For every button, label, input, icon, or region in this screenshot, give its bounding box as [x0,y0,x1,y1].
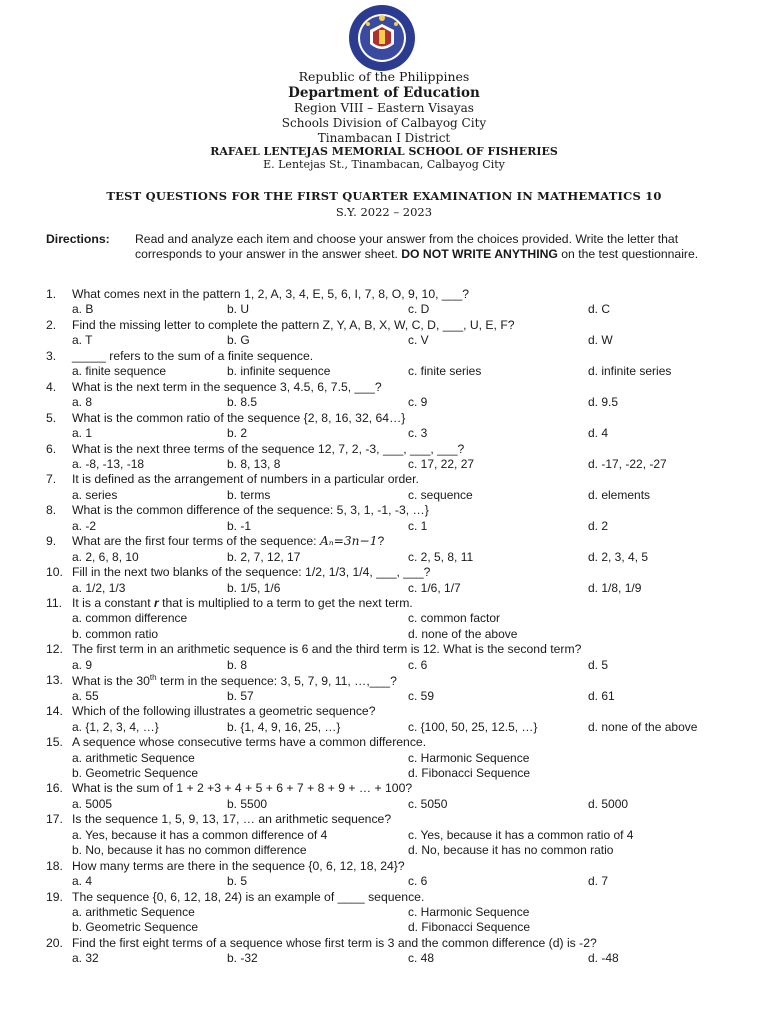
question-text [72,936,597,950]
question-text-main: _____ refers to the sum of a finite sequence. [72,348,314,363]
question-number: 20. [46,935,63,950]
answer-choice: b. infinite sequence [227,364,331,379]
answer-choice: a. {1, 2, 3, 4, …} [72,719,159,734]
answer-choice: a. series [72,487,118,502]
division-line: Schools Division of Calbayog City [281,116,487,130]
answer-choice: b. 5500 [227,796,268,811]
answer-choice: c. V [408,333,429,348]
answer-choice: a. 1 [72,426,93,441]
question-text [72,503,429,517]
answer-choice: c. Yes, because it has a common ratio of 4 [408,827,634,842]
answer-choice: a. B [72,302,94,317]
question-number: 10. [46,565,63,580]
question-text [72,380,382,394]
deped-seal-icon [348,4,416,72]
answer-choice: a. arithmetic Sequence [72,905,195,919]
answer-choice: c. 3 [408,426,428,441]
question-number: 9. [46,534,57,549]
answer-choice: b. No, because it has no common difference [72,843,307,858]
answer-choice: d. W [588,333,613,348]
answer-choice: a. 9 [72,657,93,672]
answer-choice: b. {1, 4, 9, 16, 25, …} [227,719,341,734]
answer-choice: c. finite series [408,364,482,379]
answer-choice: a. common difference [72,611,188,626]
answer-choice: b. 5 [227,874,248,889]
question-text-main: Is the sequence 1, 5, 9, 13, 17, … an arithmetic sequence? [72,812,392,827]
answer-choice: d. none of the above [408,626,518,641]
answer-choice: c. 17, 22, 27 [408,456,475,471]
question-number: 4. [46,379,57,394]
district-line: Tinambacan I District [317,131,451,145]
question-text-main: Find the missing letter to complete the pattern Z, Y, A, B, X, W, C, D, ___, U, E, F? [72,317,515,332]
answer-choice: a. arithmetic Sequence [72,750,195,765]
question-text-main: What are the first four terms of the sequence: [72,534,317,549]
question-text [72,349,313,363]
question-text [72,318,515,332]
question-number: 16. [46,781,63,796]
answer-choice: b. 57 [227,688,254,703]
answer-choice: c. 6 [408,874,428,889]
answer-choice: a. -2 [72,518,97,533]
answer-choice: b. common ratio [72,626,159,641]
question-number: 5. [46,410,57,425]
answer-choice: a. 1/2, 1/3 [72,580,126,595]
answer-choice: d. 2, 3, 4, 5 [588,549,649,564]
question-text-main: What is the next three terms of the sequence 12, 7, 2, -3, ___, ___, ___? [72,441,465,456]
question-text [72,472,419,486]
answer-choice: b. 2 [227,426,248,441]
question-text [72,859,405,873]
answer-choice: d. 9.5 [588,395,619,410]
question-number: 15. [46,735,63,750]
answer-choice: c. Harmonic Sequence [408,750,530,765]
answer-choice: c. 2, 5, 8, 11 [408,549,474,564]
answer-choice: d. 61 [588,688,615,703]
question-text [72,287,469,301]
answer-choice: b. terms [227,487,271,502]
question-text-main: It is defined as the arrangement of numbers in a particular order. [72,472,419,487]
answer-choice: a. 55 [72,688,99,703]
question-text-main: A sequence whose consecutive terms have a common difference. [72,735,427,750]
question-text-main: Which of the following illustrates a geometric sequence? [72,704,376,719]
school-year: S.Y. 2022 – 2023 [335,205,433,219]
question-text [72,442,464,456]
question-text [72,565,430,579]
answer-choice: c. 6 [408,657,428,672]
answer-choice: c. 59 [408,688,435,703]
question-number: 14. [46,704,63,719]
answer-choice: a. 4 [72,874,93,889]
answer-choice: c. 5050 [408,796,448,811]
question-number: 8. [46,503,57,518]
answer-choice: b. 2, 7, 12, 17 [227,549,301,564]
question-text-part: What is the 30 [72,674,150,689]
answer-choice: d. 2 [588,518,609,533]
question-text-main: What is the common ratio of the sequence {2, 8, 16, 32, 64…} [72,410,406,425]
question-number: 13. [46,673,63,688]
answer-choice: d. -17, -22, -27 [588,456,667,471]
answer-choice: b. 8.5 [227,395,258,410]
question-number: 12. [46,642,63,657]
question-text-main: What comes next in the pattern 1, 2, A, 3, 4, E, 5, 6, I, 7, 8, O, 9, 10, ___? [72,287,469,301]
answer-choice: d. 7 [588,874,609,889]
question-number: 11. [46,596,63,610]
question-number: 7. [46,472,57,487]
question-text-main: What is the next term in the sequence 3, 4.5, 6, 7.5, ___? [72,379,382,394]
question-number: 17. [46,812,63,827]
question-text-main: that is multiplied to a term to get the next term. [162,596,413,610]
answer-choice: d. C [588,302,611,317]
question-text-part: It is a constant [72,596,151,610]
answer-choice: a. Yes, because it has a common difference of 4 [72,827,328,842]
answer-choice: b. 8 [227,657,248,672]
department-line: Department of Education [288,85,480,101]
question-text [72,812,391,826]
answer-choice: c. 1/6, 1/7 [408,580,461,595]
directions-emphasis: DO NOT WRITE ANYTHING [401,247,558,261]
answer-choice: a. 2, 6, 8, 10 [72,549,139,564]
answer-choice: b. 1/5, 1/6 [227,580,281,595]
question-text [72,781,412,795]
directions-tail: on the test questionnaire. [561,247,699,261]
answer-choice: a. 32 [72,951,99,966]
question-text-after: ? [377,534,385,549]
answer-choice: c. common factor [408,611,501,626]
answer-choice: b. -32 [227,951,258,966]
answer-choice: c. 9 [408,395,428,410]
answer-choice: a. 8 [72,395,93,410]
question-formula: Aₙ=3n−1 [319,534,378,549]
answer-choice: b. G [227,333,250,348]
answer-choice: c. 1 [408,518,428,533]
answer-choice: c. Harmonic Sequence [408,905,530,919]
question-text [72,642,581,656]
question-number: 18. [46,858,63,873]
answer-choice: c. 48 [408,951,435,966]
question-text-main: The first term in an arithmetic sequence is 6 and the third term is 12. What is the second term? [72,642,582,657]
question-text [72,735,426,749]
directions-text [135,232,727,262]
question-text [72,534,384,548]
answer-choice: a. 5005 [72,796,113,811]
answer-choice: b. U [227,302,250,317]
answer-choice: b. -1 [227,518,252,533]
question-variable-r: r [153,596,159,610]
region-line: Region VIII – Eastern Visayas [294,101,474,115]
question-text-main: Fill in the next two blanks of the sequence: 1/2, 1/3, 1/4, ___, ___? [72,565,431,580]
answer-choice: d. Fibonacci Sequence [408,920,531,935]
question-number: 6. [46,441,57,456]
answer-choice: a. T [72,333,93,348]
answer-choice: b. Geometric Sequence [72,765,199,780]
question-text-main: The sequence {0, 6, 12, 18, 24) is an example of ____ sequence. [72,889,425,904]
answer-choice: d. 1/8, 1/9 [588,580,642,595]
exam-title: TEST QUESTIONS FOR THE FIRST QUARTER EXAMINATION IN MATHEMATICS 10 [106,189,662,203]
question-superscript: th [149,673,157,683]
republic-line: Republic of the Philippines [298,69,470,84]
answer-choice: d. 4 [588,426,609,441]
answer-choice: c. D [408,302,430,317]
directions-label: Directions: [46,232,110,246]
question-number: 2. [46,317,57,332]
answer-choice: c. sequence [408,487,473,502]
question-number: 19. [46,889,63,904]
answer-choice: d. infinite series [588,364,672,379]
answer-choice: a. finite sequence [72,364,167,379]
answer-choice: a. -8, -13, -18 [72,456,145,471]
answer-choice: d. 5000 [588,796,629,811]
answer-choice: b. Geometric Sequence [72,920,199,935]
question-number: 1. [46,287,57,301]
directions-body: Read and analyze each item and choose your answer from the choices provided. Write the letter that corresponds to your answer in the answer sheet. [135,232,679,261]
question-text-main: term in the sequence: 3, 5, 7, 9, 11, …,___? [159,674,397,689]
answer-choice: d. No, because it has no common ratio [408,843,614,858]
question-text [72,704,376,718]
question-text-main: How many terms are there in the sequence {0, 6, 12, 18, 24}? [72,858,405,873]
question-text [72,411,405,425]
school-name: RAFAEL LENTEJAS MEMORIAL SCHOOL OF FISHERIES [210,145,558,158]
question-text [72,596,413,610]
question-text-main: What is the sum of 1 + 2 +3 + 4 + 5 + 6 + 7 + 8 + 9 + … + 100? [72,781,413,796]
answer-choice: d. elements [588,487,651,502]
question-text [72,890,424,904]
question-text-main: What is the common difference of the sequence: 5, 3, 1, -1, -3, …} [72,503,429,518]
question-text-main: Find the first eight terms of a sequence whose first term is 3 and the common difference (d) is -2? [72,935,597,950]
school-address: E. Lentejas St., Tinambacan, Calbayog City [263,158,505,171]
answer-choice: b. 8, 13, 8 [227,456,281,471]
answer-choice: d. -48 [588,951,619,966]
answer-choice: d. 5 [588,657,609,672]
answer-choice: d. none of the above [588,719,698,734]
question-number: 3. [46,348,57,363]
answer-choice: d. Fibonacci Sequence [408,765,531,780]
question-text [72,673,397,688]
answer-choice: c. {100, 50, 25, 12.5, …} [408,719,538,734]
